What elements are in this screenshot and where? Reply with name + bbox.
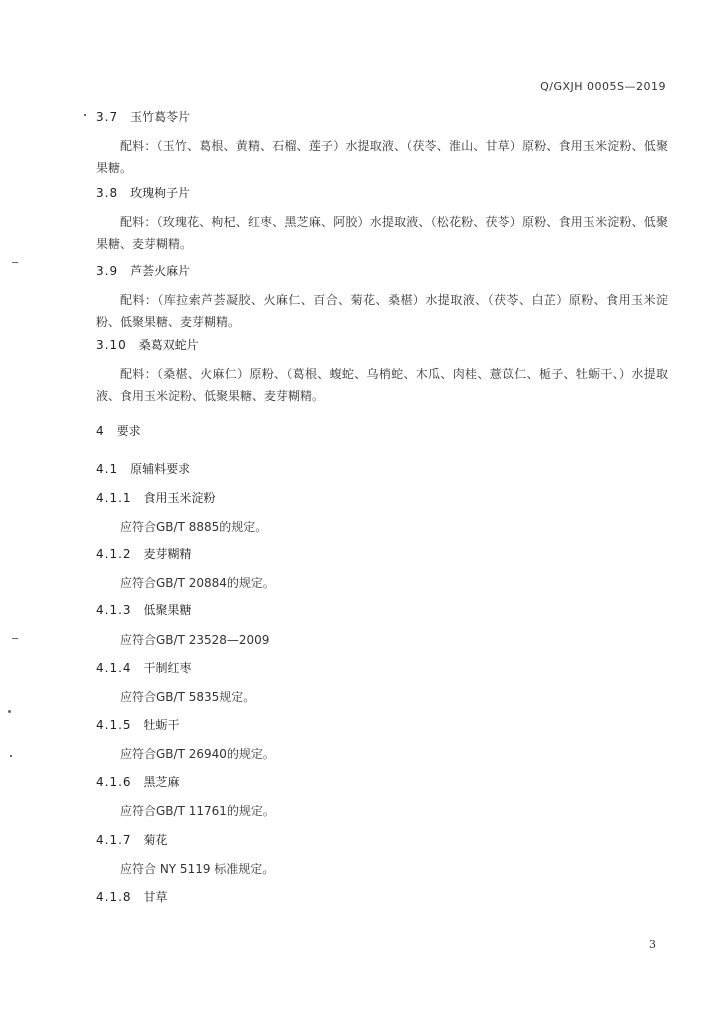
section-title: 芦荟火麻片 <box>130 264 191 278</box>
subsection-heading <box>96 460 190 477</box>
section-paragraph: 配料：（玉竹、葛根、黄精、石榴、莲子）水提取液、（茯苓、淮山、甘草）原粉、食用玉米淀粉、低聚果糖。 <box>96 139 668 175</box>
chapter-heading <box>96 422 141 439</box>
section-heading <box>96 336 199 353</box>
item-heading <box>96 601 192 618</box>
section-title: 玉竹葛苓片 <box>130 110 191 124</box>
chapter-title: 要求 <box>116 424 141 438</box>
item-number: 4.1.1 <box>96 491 132 505</box>
item-title: 干制红枣 <box>143 661 192 675</box>
item-title: 低聚果糖 <box>143 603 192 617</box>
section-paragraph: 配料：（玫瑰花、枸杞、红枣、黑芝麻、阿胶）水提取液、（松花粉、茯苓）原粉、食用玉米淀粉、低聚果糖、麦芽糊精。 <box>96 215 668 251</box>
item-requirement: 应符合GB/T 11761的规定。 <box>120 804 275 818</box>
item-title: 黑芝麻 <box>143 775 180 789</box>
scan-mark <box>84 114 86 116</box>
document-code: Q/GXJH 0005S—2019 <box>540 80 666 93</box>
section-title: 桑葛双蛇片 <box>138 338 199 352</box>
scan-mark <box>8 710 11 713</box>
item-requirement: 应符合GB/T 26940的规定。 <box>120 747 275 761</box>
subsection-title: 原辅料要求 <box>130 462 191 476</box>
item-heading <box>96 545 192 562</box>
item-requirement: 应符合GB/T 20884的规定。 <box>120 576 275 590</box>
section-number: 3.7 <box>96 110 119 124</box>
item-heading <box>96 489 216 506</box>
section-title: 玫瑰枸子片 <box>130 186 191 200</box>
item-number: 4.1.6 <box>96 775 132 789</box>
chapter-number: 4 <box>96 424 105 438</box>
item-number: 4.1.4 <box>96 661 132 675</box>
section-number: 3.8 <box>96 186 119 200</box>
item-number: 4.1.5 <box>96 718 132 732</box>
section-number: 3.9 <box>96 264 119 278</box>
item-heading <box>96 888 168 905</box>
item-title: 菊花 <box>143 833 168 847</box>
section-heading <box>96 184 190 201</box>
scan-mark <box>10 755 12 757</box>
item-heading <box>96 659 192 676</box>
item-title: 甘草 <box>143 890 168 904</box>
page-number: 3 <box>649 938 656 951</box>
item-heading <box>96 773 180 790</box>
item-number: 4.1.3 <box>96 603 132 617</box>
item-number: 4.1.2 <box>96 547 132 561</box>
item-number: 4.1.7 <box>96 833 132 847</box>
item-requirement: 应符合GB/T 5835规定。 <box>120 690 256 704</box>
section-number: 3.10 <box>96 338 127 352</box>
item-number: 4.1.8 <box>96 890 132 904</box>
item-title: 食用玉米淀粉 <box>143 491 216 505</box>
item-requirement: 应符合GB/T 23528—2009 <box>120 633 270 647</box>
item-heading <box>96 716 180 733</box>
section-heading <box>96 262 190 279</box>
section-paragraph: 配料：（库拉索芦荟凝胶、火麻仁、百合、菊花、桑椹）水提取液、（茯苓、白芷）原粉、食用玉米淀粉、低聚果糖、麦芽糊精。 <box>96 293 668 329</box>
item-requirement: 应符合 NY 5119 标准规定。 <box>120 862 275 876</box>
item-requirement: 应符合GB/T 8885的规定。 <box>120 520 268 534</box>
item-title: 麦芽糊精 <box>143 547 192 561</box>
scan-mark <box>12 262 18 263</box>
subsection-number: 4.1 <box>96 462 119 476</box>
scan-mark <box>12 638 18 639</box>
section-heading <box>96 108 190 125</box>
section-paragraph: 配料：（桑椹、火麻仁）原粉、（葛根、蝮蛇、乌梢蛇、木瓜、肉桂、薏苡仁、栀子、牡蛎干、）水提取液、食用玉米淀粉、低聚果糖、麦芽糊精。 <box>96 367 668 403</box>
item-heading <box>96 831 168 848</box>
item-title: 牡蛎干 <box>143 718 180 732</box>
